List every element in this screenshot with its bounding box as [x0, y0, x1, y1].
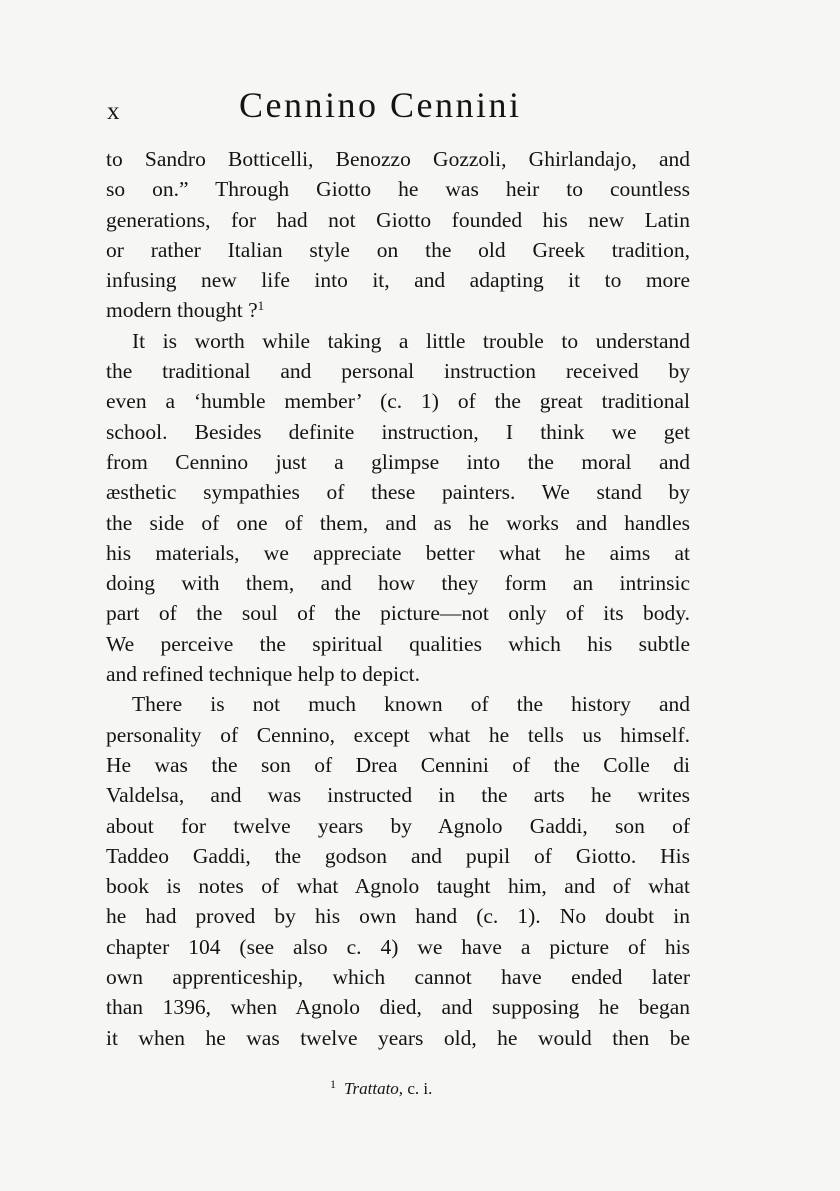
text-line: and refined technique help to depict.	[106, 662, 421, 687]
text-line: Valdelsa, and was instructed in the arts he writes	[106, 783, 690, 808]
page-number: x	[107, 98, 121, 125]
text-line: from Cennino just a glimpse into the moral and	[106, 449, 690, 474]
text-line: or rather Italian style on the old Greek tradition,	[106, 237, 690, 262]
footnote-marker[interactable]: 1	[257, 298, 265, 314]
page-header	[107, 84, 693, 132]
text-line: than 1396, when Agnolo died, and supposing he began	[106, 995, 690, 1020]
body-text	[106, 144, 690, 1053]
text-line: generations, for had not Giotto founded his new Latin	[106, 207, 690, 232]
text-line: it when he was twelve years old, he would then be	[106, 1025, 690, 1050]
footnote	[330, 1077, 432, 1099]
text-line: to Sandro Botticelli, Benozzo Gozzoli, Ghirlandajo, and	[106, 147, 690, 171]
text-line: the traditional and personal instruction received by	[106, 359, 690, 384]
text-line	[106, 295, 690, 325]
running-title: Cennino Cennini	[239, 85, 522, 125]
text-line: personality of Cennino, except what he tells us himself.	[106, 722, 690, 747]
text-line: so on.” Through Giotto he was heir to countless	[106, 177, 690, 202]
footnote-number: 1	[330, 1077, 336, 1091]
text-line: æsthetic sympathies of these painters. We stand by	[106, 480, 690, 505]
footnote-title: Trattato,	[344, 1079, 404, 1098]
text-line: about for twelve years by Agnolo Gaddi, son of	[106, 813, 690, 838]
text-line: own apprenticeship, which cannot have ended later	[106, 965, 690, 990]
text-line: part of the soul of the picture—not only of its body.	[106, 601, 690, 626]
footnote-reference: c. i.	[407, 1079, 433, 1098]
text-line: the side of one of them, and as he works and handles	[106, 510, 690, 535]
text-line: school. Besides definite instruction, I think we get	[106, 419, 690, 444]
text-line: he had proved by his own hand (c. 1). No doubt in	[106, 904, 690, 929]
text-line: Taddeo Gaddi, the godson and pupil of Giotto. His	[106, 843, 690, 868]
text-line: He was the son of Drea Cennini of the Colle di	[106, 752, 690, 777]
text-line: infusing new life into it, and adapting it to more	[106, 268, 690, 293]
text-line-content: modern thought ?	[106, 298, 258, 323]
text-line: even a ‘humble member’ (c. 1) of the great traditional	[106, 389, 690, 414]
text-line: chapter 104 (see also c. 4) we have a picture of his	[106, 934, 690, 959]
text-line: his materials, we appreciate better what he aims at	[106, 540, 690, 565]
text-line: It is worth while taking a little trouble to understand	[132, 328, 690, 353]
text-line: book is notes of what Agnolo taught him, and of what	[106, 874, 690, 899]
text-line: doing with them, and how they form an intrinsic	[106, 571, 690, 596]
text-line: We perceive the spiritual qualities which his subtle	[106, 631, 690, 656]
text-line: There is not much known of the history and	[132, 692, 690, 717]
